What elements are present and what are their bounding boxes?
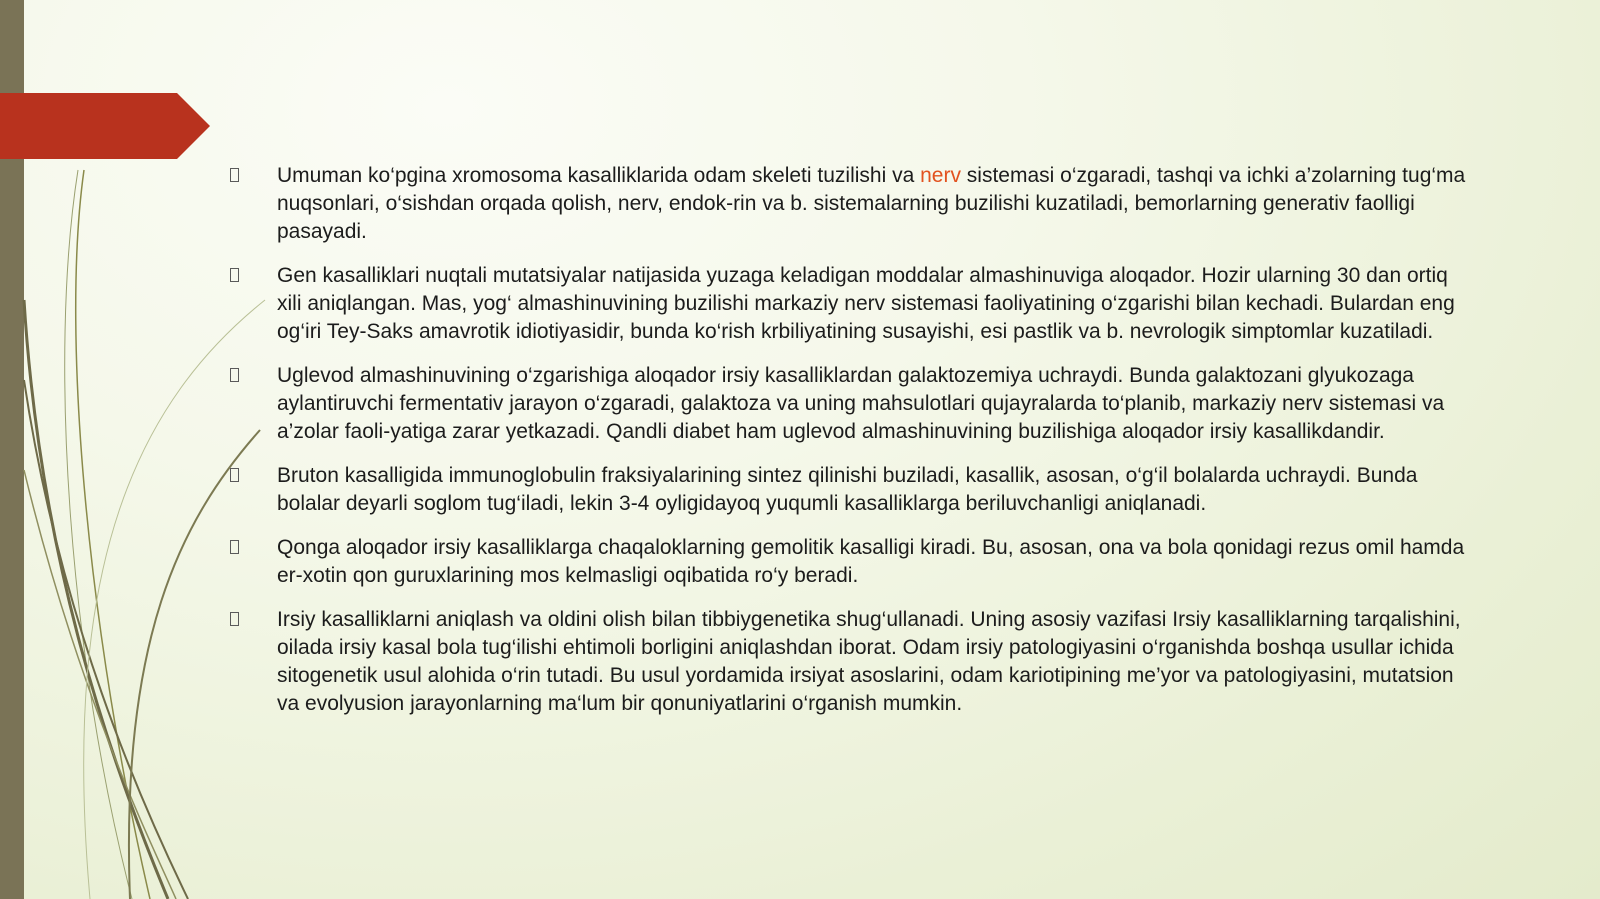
- bullet-text-part: sistemasi o‘zgaradi, tashqi va ichki a’zolarning tug‘ma nuqsonlari, o‘sishdan orqada qolish, nerv, endok-rin va b. sistemalarning buzilishi kuzatiladi, bemorlarning generativ faolligi pasayadi.: [277, 164, 1466, 243]
- missing-glyph-box-icon: [230, 540, 239, 554]
- bullet-text-part: Umuman ko‘pgina xromosoma kasalliklarida odam skeleti tuzilishi va: [277, 164, 921, 187]
- bullet-item: [230, 262, 1470, 346]
- bullet-item: [230, 162, 1470, 246]
- bullet-item: [230, 462, 1470, 518]
- bullet-text: Uglevod almashinuvining o‘zgarishiga aloqador irsiy kasalliklardan galaktozemiya uchraydi. Bunda galaktozani glyukozaga aylantiruvchi fermentativ jarayon o‘zgaradi, galaktoza va uning mahsulotlari qujayralarda to‘planib, markaziy nerv sistemasi va a’zolar faoli-yatiga zarar yetkazadi. Qandli diabet ham uglevod almashinuvining buzilishiga aloqador irsiy kasallikdandir.: [277, 364, 1445, 443]
- bullet-text: Gen kasalliklari nuqtali mutatsiyalar natijasida yuzaga keladigan moddalar almashinuviga aloqador. Hozir ularning 30 dan ortiq xili aniqlangan. Mas, yog‘ almashinuvining buzilishi markaziy nerv sistemasi faoliyatining o‘zgarishi bilan kechadi. Bulardan eng og‘iri Tey-Saks amavrotik idiotiyasidir, bunda ko‘rish krbiliyatining susayishi, esi pastlik va b. nevrologik simptomlar kuzatiladi.: [277, 264, 1455, 343]
- bullet-list: [230, 162, 1470, 718]
- highlighted-word: nerv: [920, 164, 961, 187]
- missing-glyph-box-icon: [230, 368, 239, 382]
- missing-glyph-box-icon: [230, 168, 239, 182]
- bullet-text: [277, 164, 1465, 243]
- bullet-item: [230, 534, 1470, 590]
- missing-glyph-box-icon: [230, 468, 239, 482]
- red-arrow-tab: [0, 93, 210, 159]
- bullet-text: Qonga aloqador irsiy kasalliklarga chaqaloklarning gemolitik kasalligi kiradi. Bu, asosan, ona va bola qonidagi rezus omil hamda er-xotin qon guruxlarining mos kelmasligi oqibatida ro‘y beradi.: [277, 536, 1465, 587]
- bullet-item: [230, 362, 1470, 446]
- missing-glyph-box-icon: [230, 612, 239, 626]
- slide-content: [230, 162, 1470, 734]
- bullet-text: Bruton kasalligida immunoglobulin fraksiyalarining sintez qilinishi buziladi, kasallik, asosan, o‘g‘il bolalarda uchraydi. Bunda bolalar deyarli soglom tug‘iladi, lekin 3-4 oyligidayoq yuqumli kasalliklarga beriluvchanligi aniqlanadi.: [277, 464, 1418, 515]
- bullet-text: Irsiy kasalliklarni aniqlash va oldini olish bilan tibbiygenetika shug‘ullanadi. Uning asosiy vazifasi Irsiy kasalliklarning tarqalishini, oilada irsiy kasal bola tug‘ilishi ehtimoli borligini aniqlashdan iborat. Odam irsiy patologiyasini o‘rganishda boshqa usullar ichida sitogenetik usul alohida o‘rin tutadi. Bu usul yordamida irsiyat asoslarini, odam kariotipining me’yor va patologiyasini, mutatsion va evolyusion jarayonlarning ma‘lum bir qonuniyatlarini o‘rganish mumkin.: [277, 608, 1461, 715]
- bullet-item: [230, 606, 1470, 718]
- missing-glyph-box-icon: [230, 268, 239, 282]
